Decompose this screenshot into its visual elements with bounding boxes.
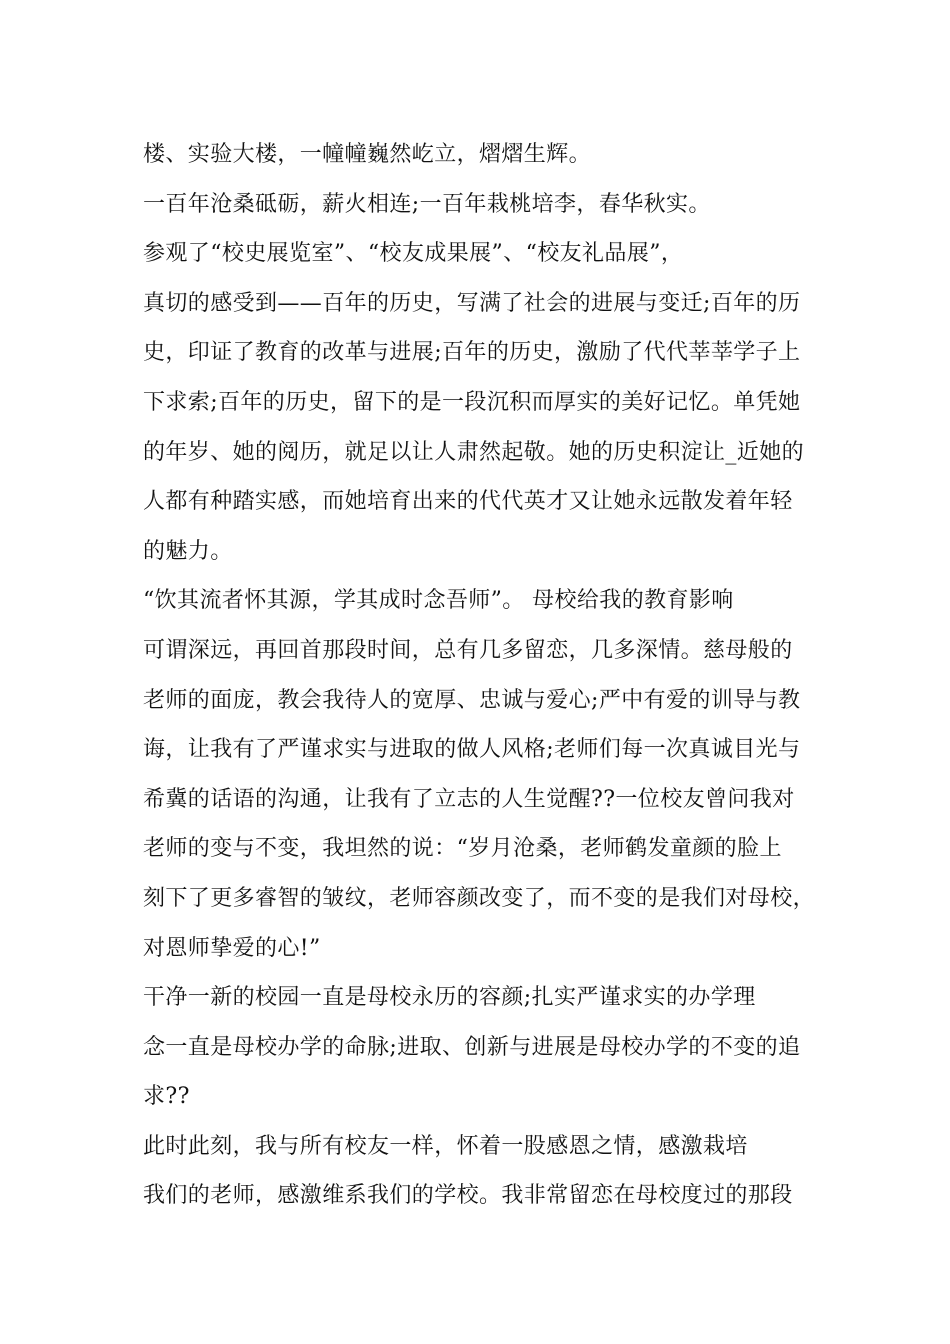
text-line: 求?? xyxy=(143,1084,190,1110)
text-line: 此时此刻，我与所有校友一样，怀着一股感恩之情，感激栽培 xyxy=(143,1133,748,1159)
text-line: 可谓深远，再回首那段时间，总有几多留恋，几多深情。慈母般的 xyxy=(143,637,793,663)
paragraph-6 xyxy=(143,1122,833,1221)
text-line: 对恩师挚爱的心!” xyxy=(143,935,321,961)
text-line: 下求索;百年的历史，留下的是一段沉积而厚实的美好记忆。单凭她 xyxy=(143,389,801,415)
text-line: 史，印证了教育的改革与进展;百年的历史，激励了代代莘莘学子上 xyxy=(143,340,801,366)
text-line: 希冀的话语的沟通，让我有了立志的人生觉醒??一位校友曾问我对 xyxy=(143,786,795,812)
paragraph-2 xyxy=(143,180,833,230)
paragraph-3 xyxy=(143,229,833,576)
text-line: 老师的面庞，教会我待人的宽厚、忠诚与爱心;严中有爱的训导与教 xyxy=(143,687,801,713)
text-line: 的年岁、她的阅历，就足以让人肃然起敬。她的历史积淀让_近她的 xyxy=(143,439,805,465)
text-line: 楼、实验大楼，一幢幢巍然屹立，熠熠生辉。 xyxy=(143,142,592,167)
text-line: 一百年沧桑砥砺，薪火相连;一百年栽桃培李，春华秋实。 xyxy=(143,191,711,217)
paragraph-4 xyxy=(143,576,833,973)
document-body xyxy=(143,130,833,1221)
paragraph-1 xyxy=(143,130,833,180)
text-line: 诲，让我有了严谨求实与进取的做人风格;老师们每一次真诚目光与 xyxy=(143,737,801,763)
text-line: 老师的变与不变，我坦然的说：“岁月沧桑，老师鹤发童颜的脸上 xyxy=(143,836,782,862)
text-line: 干净一新的校园一直是母校永历的容颜;扎实严谨求实的办学理 xyxy=(143,985,756,1011)
paragraph-5 xyxy=(143,973,833,1122)
text-line: 参观了“校史展览室”、“校友成果展”、“校友礼品展”， xyxy=(143,241,684,267)
text-line: 人都有种踏实感，而她培育出来的代代英才又让她永远散发着年轻 xyxy=(143,489,793,515)
text-line: 真切的感受到——百年的历史，写满了社会的进展与变迁;百年的历 xyxy=(143,290,801,316)
text-line: 刻下了更多睿智的皱纹，老师容颜改变了，而不变的是我们对母校， xyxy=(143,885,816,911)
text-line: 的魅力。 xyxy=(143,538,233,564)
text-line: 念一直是母校办学的命脉;进取、创新与进展是母校办学的不变的追 xyxy=(143,1034,801,1060)
text-line: “饮其流者怀其源，学其成时念吾师”。 母校给我的教育影响 xyxy=(143,588,734,614)
text-line: 我们的老师，感激维系我们的学校。我非常留恋在母校度过的那段 xyxy=(143,1183,793,1209)
